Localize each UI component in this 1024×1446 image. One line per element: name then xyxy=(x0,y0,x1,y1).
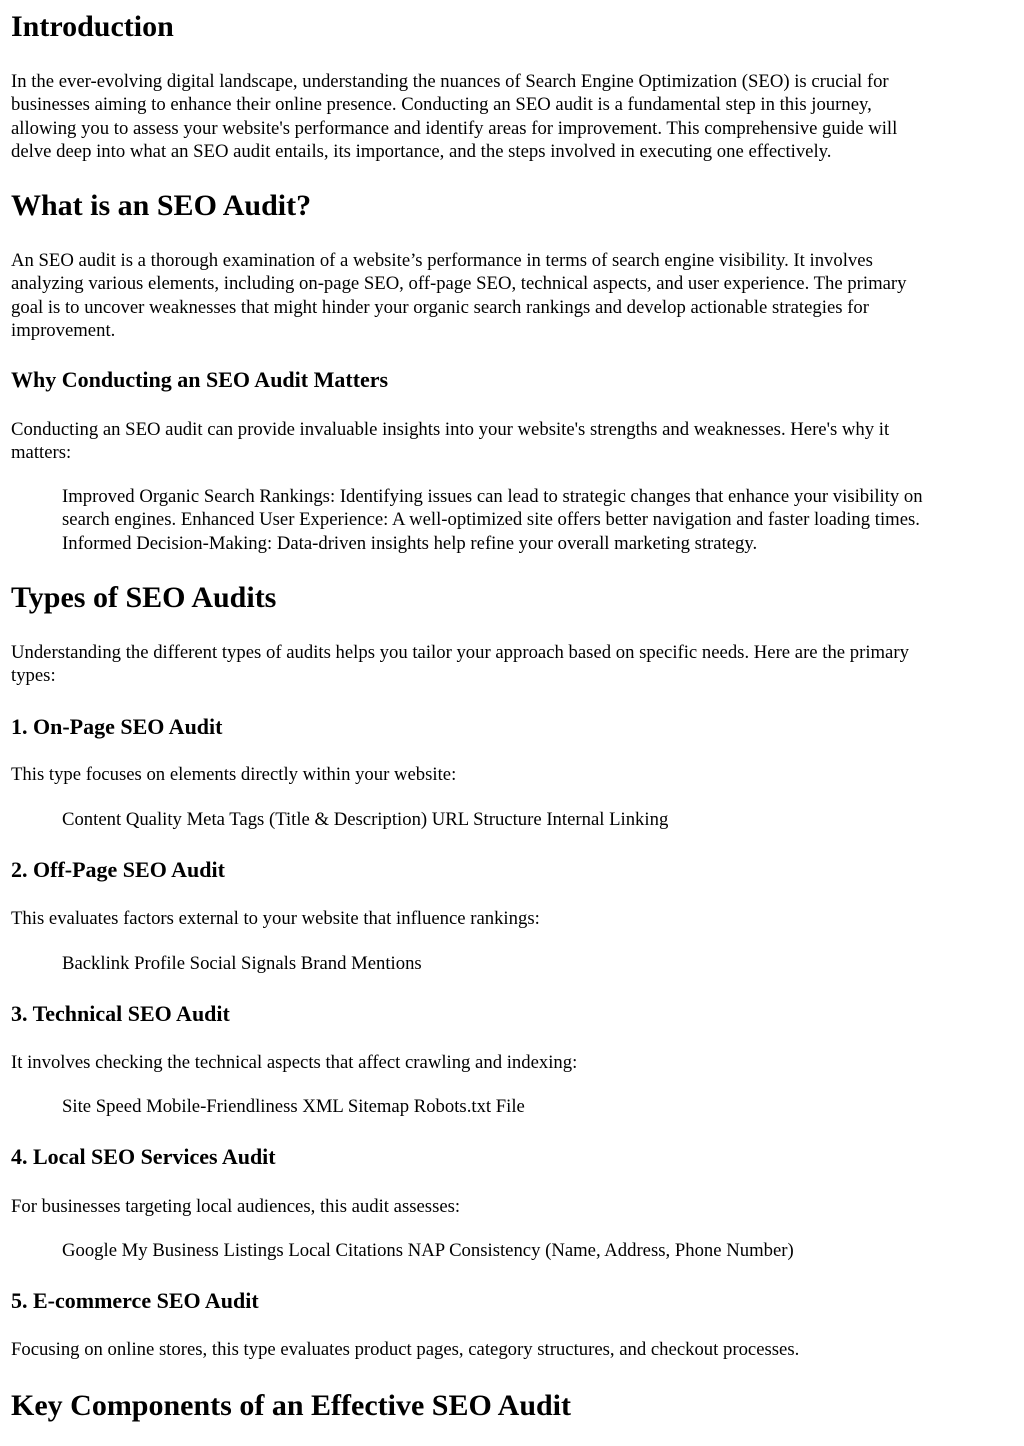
heading-why-audit-matters: Why Conducting an SEO Audit Matters xyxy=(11,367,389,392)
why-line-1: Conducting an SEO audit can provide invaluable insights into your website's strengths and weaknesses. Here's why it xyxy=(11,419,890,440)
heading-what-is-seo-audit: What is an SEO Audit? xyxy=(11,189,312,222)
local-paragraph: For businesses targeting local audiences, this audit assesses: xyxy=(11,1196,461,1217)
intro-paragraph xyxy=(11,70,897,163)
onpage-paragraph: This type focuses on elements directly within your website: xyxy=(11,764,457,785)
why-blockquote xyxy=(62,485,923,555)
offpage-paragraph: This evaluates factors external to your website that influence rankings: xyxy=(11,908,540,929)
types-line-1: Understanding the different types of audits helps you tailor your approach based on specific needs. Here are the primary xyxy=(11,642,909,663)
intro-line-4: delve deep into what an SEO audit entails, its importance, and the steps involved in executing one effectively. xyxy=(11,140,832,162)
heading-off-page-audit: 2. Off-Page SEO Audit xyxy=(11,857,225,882)
heading-introduction: Introduction xyxy=(11,10,174,43)
heading-key-components: Key Components of an Effective SEO Audit xyxy=(11,1389,572,1422)
what-paragraph xyxy=(11,249,907,342)
what-line-4: improvement. xyxy=(11,319,116,341)
why-paragraph xyxy=(11,418,889,465)
what-line-3: goal is to uncover weaknesses that might hinder your organic search rankings and develop actionable strategies for xyxy=(11,296,869,318)
heading-technical-audit: 3. Technical SEO Audit xyxy=(11,1001,230,1026)
heading-ecommerce-audit: 5. E-commerce SEO Audit xyxy=(11,1288,259,1313)
intro-line-2: businesses aiming to enhance their online presence. Conducting an SEO audit is a fundamental step in this journey, xyxy=(11,94,872,116)
why-quote-line-1: Improved Organic Search Rankings: Identifying issues can lead to strategic changes that enhance your visibility on xyxy=(62,486,923,507)
ecommerce-paragraph: Focusing on online stores, this type evaluates product pages, category structures, and checkout processes. xyxy=(11,1339,800,1360)
intro-line-1: In the ever-evolving digital landscape, understanding the nuances of Search Engine Optimization (SEO) is crucial for xyxy=(11,71,889,92)
heading-types-of-audits: Types of SEO Audits xyxy=(11,581,277,614)
intro-line-3: allowing you to assess your website's performance and identify areas for improvement. This comprehensive guide will xyxy=(11,117,898,139)
why-quote-line-2: search engines. Enhanced User Experience: A well-optimized site offers better navigation and faster loading times. xyxy=(62,509,920,531)
technical-blockquote: Site Speed Mobile-Friendliness XML Sitemap Robots.txt File xyxy=(62,1096,525,1117)
why-line-2: matters: xyxy=(11,442,72,464)
what-line-2: analyzing various elements, including on-page SEO, off-page SEO, technical aspects, and user experience. The primary xyxy=(11,273,907,295)
types-paragraph xyxy=(11,641,909,688)
offpage-blockquote: Backlink Profile Social Signals Brand Mentions xyxy=(62,953,422,974)
heading-local-audit: 4. Local SEO Services Audit xyxy=(11,1144,276,1169)
technical-paragraph: It involves checking the technical aspects that affect crawling and indexing: xyxy=(11,1052,578,1073)
onpage-blockquote: Content Quality Meta Tags (Title & Description) URL Structure Internal Linking xyxy=(62,809,669,830)
what-line-1: An SEO audit is a thorough examination of a website’s performance in terms of search engine visibility. It involves xyxy=(11,250,873,271)
why-quote-line-3: Informed Decision-Making: Data-driven insights help refine your overall marketing strategy. xyxy=(62,532,758,554)
heading-on-page-audit: 1. On-Page SEO Audit xyxy=(11,714,223,739)
types-line-2: types: xyxy=(11,665,56,687)
local-blockquote: Google My Business Listings Local Citations NAP Consistency (Name, Address, Phone Number) xyxy=(62,1240,794,1261)
